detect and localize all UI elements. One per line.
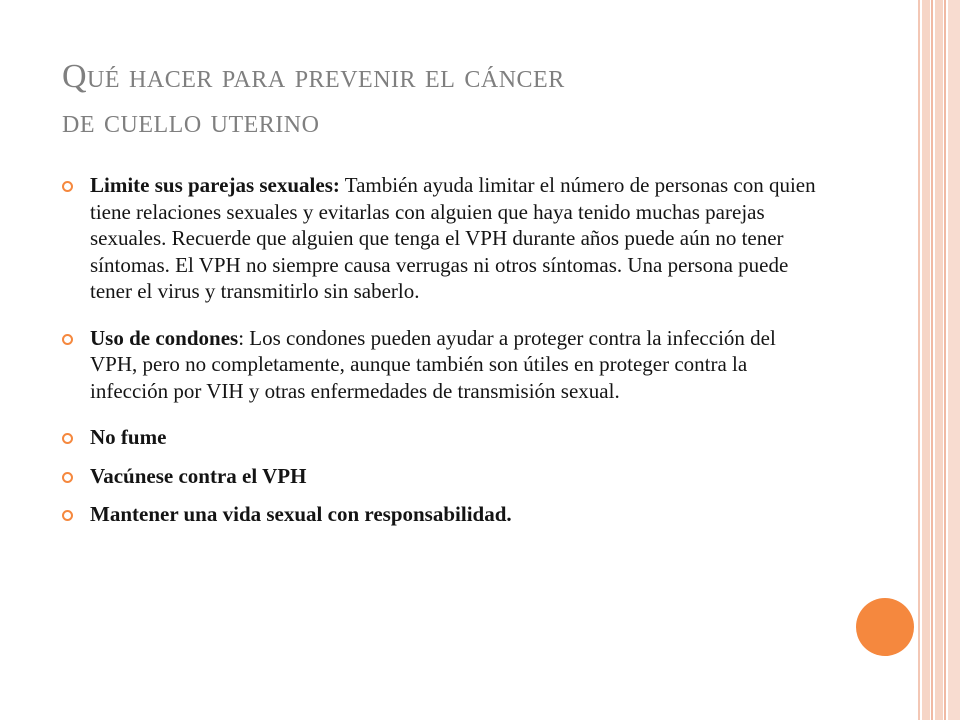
bullet-heading: Limite sus parejas sexuales: [90, 173, 340, 197]
list-item [62, 501, 822, 528]
decorative-stripe [944, 0, 946, 720]
decorative-stripe [922, 0, 930, 720]
bullet-icon [62, 433, 73, 444]
bullet-icon [62, 334, 73, 345]
list-item [62, 325, 822, 405]
list-item [62, 172, 822, 305]
title-line-1: Qué hacer para prevenir el cáncer [62, 58, 565, 95]
bullet-text: También ayuda limitar el número de personas con quien tiene relaciones sexuales y evitarlas con alguien que haya tenido muchas parejas sexuales. Recuerde que alguien que tenga el VPH durante años puede aún no tener síntomas. El VPH no siempre causa verrugas ni otros síntomas. Una persona puede tener el virus y transmitirlo sin saberlo. [90, 173, 816, 303]
bullet-heading: No fume [90, 425, 167, 449]
bullet-heading: Mantener una vida sexual con responsabilidad. [90, 502, 512, 526]
bullet-icon [62, 181, 73, 192]
bullet-heading: Vacúnese contra el VPH [90, 463, 307, 488]
bullet-heading: Uso de condones [90, 325, 239, 350]
bullet-icon [62, 510, 73, 521]
slide-title [62, 54, 862, 144]
bullet-icon [62, 472, 73, 483]
decorative-stripe [948, 0, 960, 720]
bullet-list [62, 172, 822, 528]
bullet-text: : Los condones pueden ayudar a proteger contra la infección del VPH, pero no completamente, aunque también son útiles en proteger contra la infección por VIH y otras enfermedades de transmisión sexual. [90, 325, 776, 403]
decorative-stripe [931, 0, 933, 720]
decorative-circle [856, 598, 914, 656]
list-item [62, 463, 822, 490]
decorative-stripe [918, 0, 920, 720]
decorative-stripe [935, 0, 943, 720]
title-line-2: de cuello uterino [62, 103, 320, 140]
list-item [62, 424, 822, 451]
